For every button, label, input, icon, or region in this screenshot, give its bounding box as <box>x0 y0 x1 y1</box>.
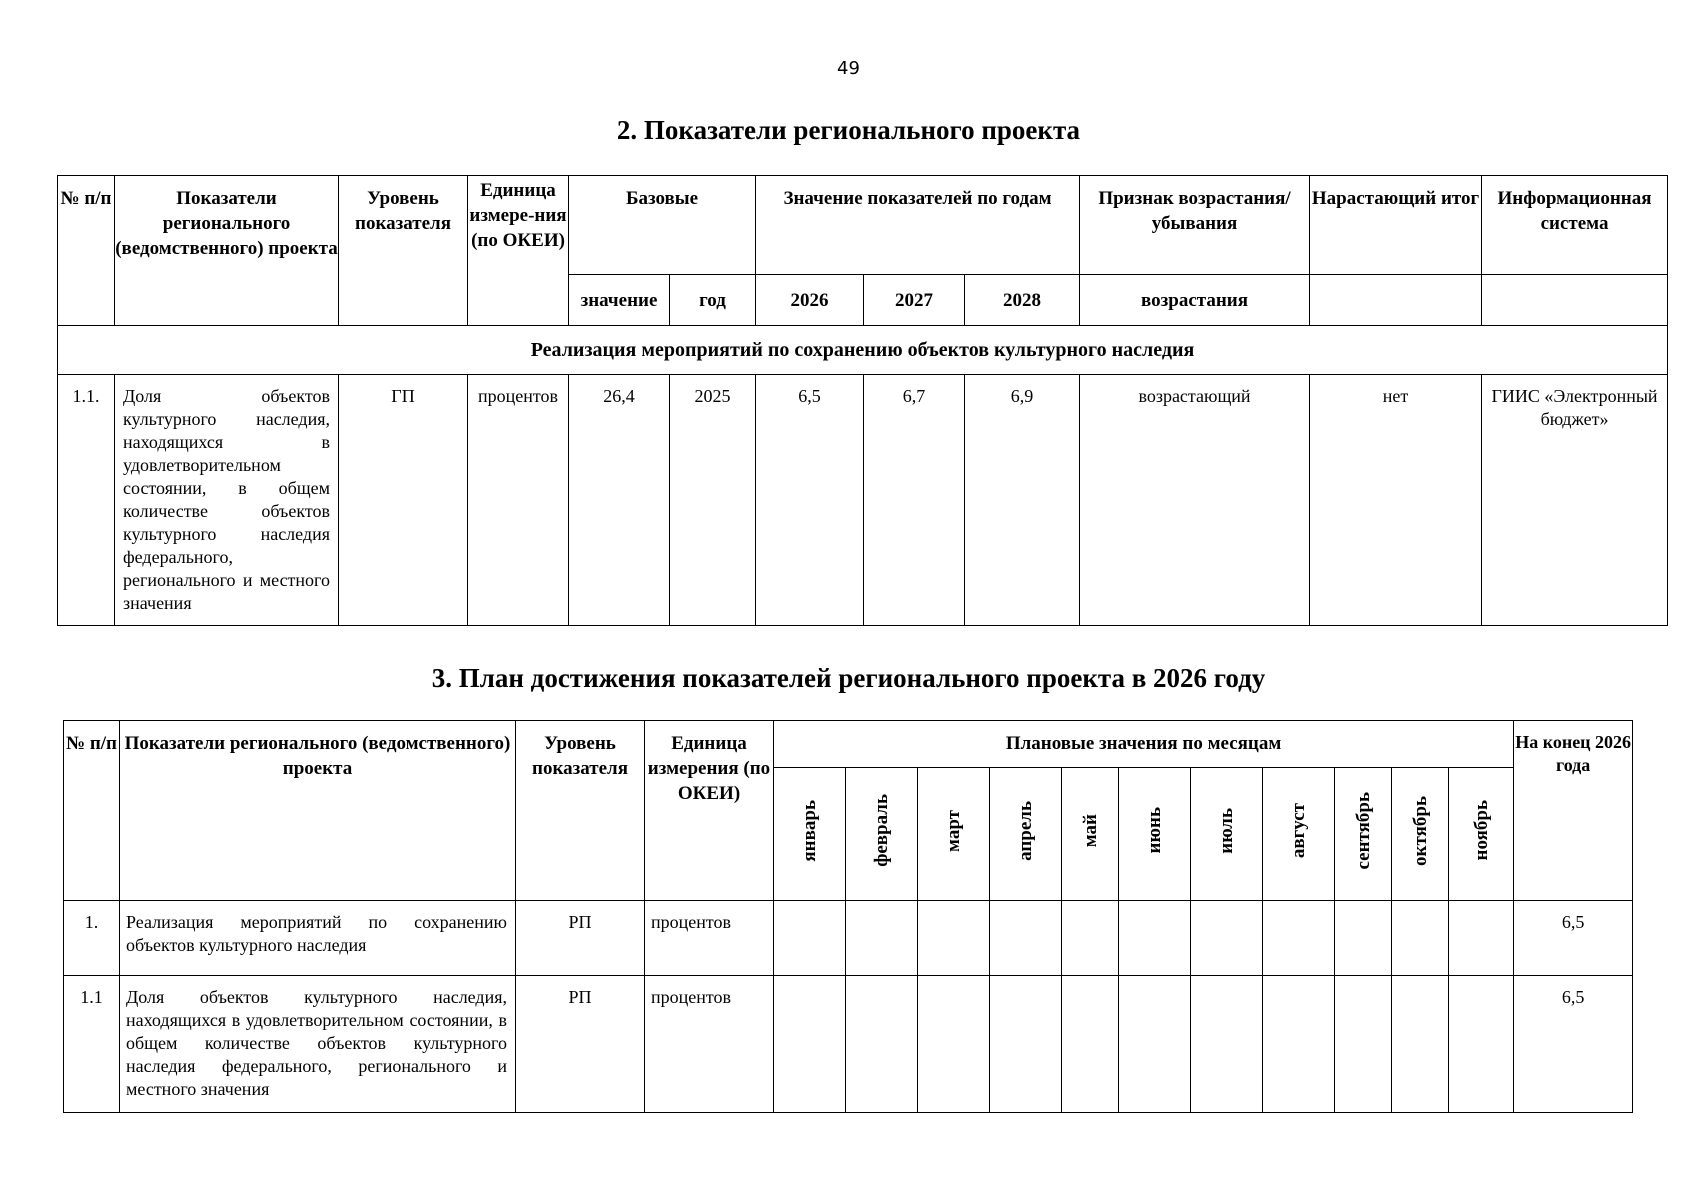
header-row <box>58 176 1668 275</box>
row-2027: 6,7 <box>864 375 965 626</box>
header-info-system-sub <box>1482 275 1668 326</box>
row-indicator: Доля объектов культурного наследия, находящихся в удовлетворительном состоянии, в общем количестве объектов культурного наследия федерального, регионального и местного значения <box>115 375 339 626</box>
month-mar: март <box>918 768 990 901</box>
group-row <box>58 326 1668 375</box>
row-num: 1.1. <box>58 375 115 626</box>
row-unit: процентов <box>645 901 774 976</box>
header-row <box>64 721 1633 768</box>
month-feb: февраль <box>846 768 918 901</box>
header-base-value: значение <box>569 275 670 326</box>
header-num: № п/п <box>58 176 115 326</box>
cell-aug <box>1263 976 1335 1113</box>
header-2028: 2028 <box>965 275 1080 326</box>
header-unit: Единица измере-ния (по ОКЕИ) <box>468 176 569 326</box>
header-trend-sub: возрастания <box>1080 275 1310 326</box>
cell-may <box>1062 976 1119 1113</box>
row-level: РП <box>516 901 645 976</box>
row-base-value: 26,4 <box>569 375 670 626</box>
month-apr: апрель <box>990 768 1062 901</box>
month-aug: август <box>1263 768 1335 901</box>
row-unit: процентов <box>645 976 774 1113</box>
table-row <box>64 976 1633 1113</box>
header-level: Уровень показателя <box>516 721 645 901</box>
table-row <box>58 375 1668 626</box>
row-2028: 6,9 <box>965 375 1080 626</box>
header-unit: Единица измерения (по ОКЕИ) <box>645 721 774 901</box>
cell-apr <box>990 976 1062 1113</box>
cell-apr <box>990 901 1062 976</box>
header-cumulative: Нарастающий итог <box>1310 176 1482 275</box>
month-sep: сентябрь <box>1335 768 1392 901</box>
plan-table <box>63 720 1633 1113</box>
indicators-table <box>57 175 1668 626</box>
group-title: Реализация мероприятий по сохранению объектов культурного наследия <box>58 326 1668 375</box>
header-indicator: Показатели регионального (ведомственного) проекта <box>115 176 339 326</box>
cell-jun <box>1119 976 1191 1113</box>
row-2026: 6,5 <box>756 375 864 626</box>
cell-mar <box>918 901 990 976</box>
header-trend: Признак возрастания/ убывания <box>1080 176 1310 275</box>
page-number: 49 <box>837 58 860 79</box>
row-base-year: 2025 <box>670 375 756 626</box>
cell-jan <box>774 976 846 1113</box>
row-indicator: Реализация мероприятий по сохранению объектов культурного наследия <box>120 901 516 976</box>
cell-feb <box>846 901 918 976</box>
cell-mar <box>918 976 990 1113</box>
section-2-title: 2. Показатели регионального проекта <box>616 115 1081 145</box>
cell-aug <box>1263 901 1335 976</box>
cell-jul <box>1191 976 1263 1113</box>
cell-oct <box>1392 976 1449 1113</box>
header-cumulative-sub <box>1310 275 1482 326</box>
month-jun: июнь <box>1119 768 1191 901</box>
row-trend: возрастающий <box>1080 375 1310 626</box>
header-base-year: год <box>670 275 756 326</box>
header-values-by-year: Значение показателей по годам <box>756 176 1080 275</box>
header-indicator: Показатели регионального (ведомственного) проекта <box>120 721 516 901</box>
table-row <box>64 901 1633 976</box>
cell-sep <box>1335 976 1392 1113</box>
row-num: 1. <box>64 901 120 976</box>
month-oct: октябрь <box>1392 768 1449 901</box>
cell-jul <box>1191 901 1263 976</box>
cell-nov <box>1449 901 1514 976</box>
row-level: ГП <box>339 375 468 626</box>
row-num: 1.1 <box>64 976 120 1113</box>
header-base: Базовые <box>569 176 756 275</box>
header-monthly: Плановые значения по месяцам <box>774 721 1514 768</box>
header-info-system: Информационная система <box>1482 176 1668 275</box>
row-cumulative: нет <box>1310 375 1482 626</box>
cell-sep <box>1335 901 1392 976</box>
header-num: № п/п <box>64 721 120 901</box>
section-3-title: 3. План достижения показателей регионального проекта в 2026 году <box>431 663 1266 693</box>
header-level: Уровень показателя <box>339 176 468 326</box>
header-2027: 2027 <box>864 275 965 326</box>
month-jan: январь <box>774 768 846 901</box>
month-jul: июль <box>1191 768 1263 901</box>
cell-jan <box>774 901 846 976</box>
cell-oct <box>1392 901 1449 976</box>
cell-nov <box>1449 976 1514 1113</box>
row-unit: процентов <box>468 375 569 626</box>
row-level: РП <box>516 976 645 1113</box>
header-2026: 2026 <box>756 275 864 326</box>
row-info-system: ГИИС «Электронный бюджет» <box>1482 375 1668 626</box>
row-end-of-year: 6,5 <box>1514 976 1633 1113</box>
cell-jun <box>1119 901 1191 976</box>
month-may: май <box>1062 768 1119 901</box>
header-end-of-year: На конец 2026 года <box>1514 721 1633 901</box>
month-nov: ноябрь <box>1449 768 1514 901</box>
row-end-of-year: 6,5 <box>1514 901 1633 976</box>
row-indicator: Доля объектов культурного наследия, находящихся в удовлетворительном состоянии, в общем количестве объектов культурного наследия федерального, регионального и местного значения <box>120 976 516 1113</box>
cell-may <box>1062 901 1119 976</box>
cell-feb <box>846 976 918 1113</box>
